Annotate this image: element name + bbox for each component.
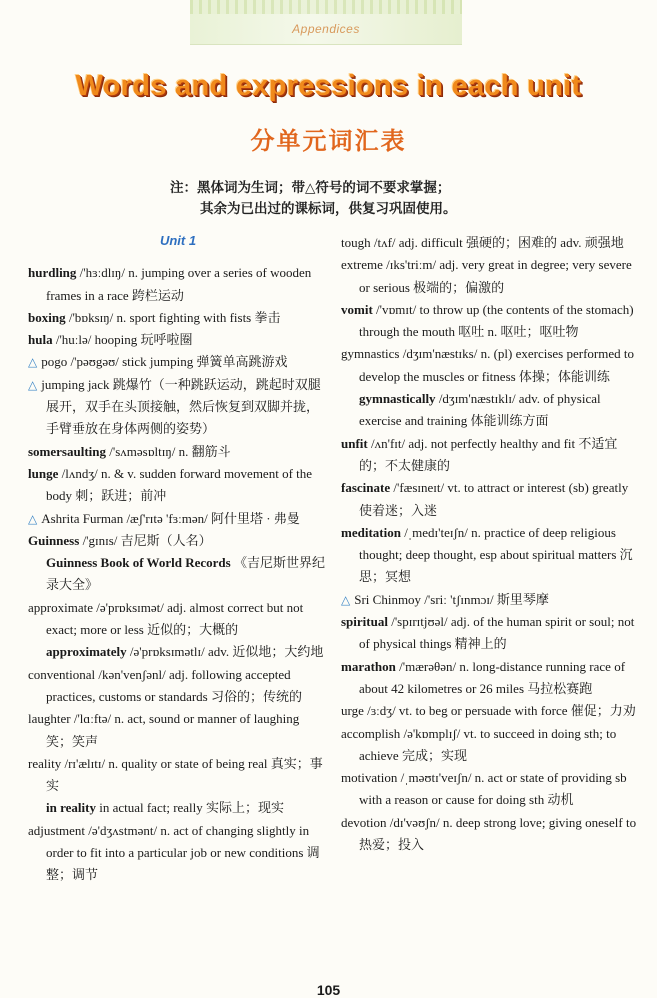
glossary-entry [28, 641, 328, 663]
definition: conventional /kən'venʃənl/ adj. following accepted practices, customs or standards 习俗的；传统的 [28, 666, 302, 704]
headword: fascinate [341, 480, 391, 496]
glossary-entry [341, 343, 641, 388]
triangle-icon: △ [28, 377, 38, 392]
definition: extreme /ɪks'triːm/ adj. very great in degree; very severe or serious 极端的；偏激的 [341, 257, 632, 295]
definition: /ˌmedɪ'teɪʃn/ n. practice of deep religious thought; deep thought, esp about spiritual matters 沉思；冥想 [359, 524, 633, 585]
headword: unfit [341, 435, 368, 451]
definition: Ashrita Furman /æʃ'rɪtə 'fɜːmən/ 阿什里塔 · 弗曼 [41, 510, 300, 526]
definition: /lʌndʒ/ n. & v. sudden forward movement of the body 刺；跃进；前冲 [46, 465, 313, 504]
definition: /'fæsɪneɪt/ vt. to attract or interest (sb) greatly 使着迷；入迷 [359, 480, 629, 518]
triangle-icon: △ [28, 355, 38, 370]
definition: /'gɪnɪs/ 吉尼斯（人名） [79, 532, 212, 548]
definition: /'huːlə/ hooping 玩呼啦圈 [52, 332, 193, 348]
headword: meditation [341, 524, 401, 540]
glossary-entry [341, 299, 641, 344]
glossary-entry [28, 262, 328, 307]
headword: hurdling [28, 265, 77, 281]
glossary-entry [28, 708, 328, 753]
glossary-entry [341, 522, 641, 589]
definition: adjustment /ə'dʒʌstmənt/ n. act of changing slightly in order to fit into a particular job or new conditions 调整；调节 [28, 822, 320, 883]
banner-decoration [190, 0, 462, 14]
glossary-entry [28, 797, 328, 819]
glossary-entry [341, 254, 641, 299]
glossary-entry [341, 433, 641, 478]
definition: /'sʌməsɒltɪŋ/ n. 翻筋斗 [106, 443, 231, 459]
glossary-entry [341, 700, 641, 722]
headword: gymnastically [359, 391, 436, 407]
headword: marathon [341, 658, 396, 674]
definition: in actual fact; really 实际上；现实 [95, 800, 285, 816]
glossary-entry [341, 232, 641, 254]
definition: /dʒɪm'næstɪklɪ/ adv. of physical exercise and training 体能训练方面 [359, 391, 601, 429]
glossary-entry [341, 611, 641, 656]
left-entry-list [28, 262, 328, 886]
definition: accomplish /ə'kɒmplɪʃ/ vt. to succeed in doing sth; to achieve 完成；实现 [341, 725, 617, 763]
glossary-entry [28, 351, 328, 373]
page-title: Words and expressions in each unit [75, 70, 582, 102]
headword: lunge [28, 465, 59, 481]
page-number: 105 [316, 982, 341, 998]
definition: reality /rɪ'ælɪtɪ/ n. quality or state of being real 真实；事实 [28, 755, 323, 794]
headword: Guinness Book of World Records [46, 555, 231, 571]
appendices-banner [190, 0, 462, 45]
definition: /ə'prɒksɪmətlɪ/ adv. 近似地；大约地 [126, 644, 324, 660]
headword: boxing [28, 309, 66, 325]
definition: devotion /dɪ'vəʊʃn/ n. deep strong love; giving oneself to 热爱；投入 [341, 814, 637, 853]
left-column [28, 228, 328, 887]
definition: /'vɒmɪt/ to throw up (the contents of the stomach) through the mouth 呕吐 n. 呕吐；呕吐物 [359, 301, 634, 340]
definition: /'bɒksɪŋ/ n. sport fighting with fists 拳击 [65, 309, 281, 325]
glossary-entry [28, 820, 328, 887]
definition: jumping jack 跳爆竹（一种跳跃运动，跳起时双腿展开，双手在头顶接触，然后恢复到双脚并拢，手臂垂放在身体两侧的姿势） [41, 376, 321, 437]
headword: approximately [46, 644, 127, 660]
definition: 《吉尼斯世界纪录大全》 [46, 555, 325, 593]
glossary-entry [28, 441, 328, 463]
glossary-entry [341, 589, 641, 611]
triangle-icon: △ [341, 592, 351, 607]
headword: Guinness [28, 532, 80, 548]
definition: pogo /'pəʊgəʊ/ stick jumping 弹簧单高跳游戏 [41, 354, 288, 370]
headword: spiritual [341, 614, 388, 630]
unit-heading: Unit 1 [159, 233, 197, 248]
glossary-entry [28, 664, 328, 709]
glossary-entry [28, 597, 328, 642]
glossary-entry [28, 463, 328, 508]
banner-label: Appendices [292, 22, 360, 36]
triangle-icon: △ [28, 511, 38, 526]
definition: Sri Chinmoy /'sriː 'tʃɪnmɔɪ/ 斯里琴摩 [354, 591, 549, 607]
definition: urge /ɜːdʒ/ vt. to beg or persuade with force 催促；力劝 [341, 703, 636, 719]
headword: somersaulting [28, 443, 106, 459]
right-column [341, 232, 641, 856]
glossary-entry [28, 374, 328, 441]
note-line-2: 其余为已出过的课标词，供复习巩固使用。 [200, 201, 457, 217]
headword: hula [28, 332, 53, 348]
glossary-entry [341, 812, 641, 857]
glossary-entry [341, 767, 641, 812]
right-entry-list [341, 232, 641, 856]
page-subtitle: 分单元词汇表 [250, 127, 407, 155]
glossary-entry [28, 753, 328, 798]
usage-note [170, 178, 457, 220]
glossary-entry [341, 388, 641, 433]
definition: motivation /ˌməʊtɪ'veɪʃn/ n. act or state of providing sb with a reason or cause for doing sth 动机 [341, 770, 627, 808]
glossary-entry [28, 307, 328, 329]
headword: vomit [341, 301, 373, 317]
glossary-entry [341, 477, 641, 522]
definition: /'spɪrɪtjʊəl/ adj. of the human spirit or soul; not of physical things 精神上的 [359, 614, 635, 652]
glossary-entry [28, 552, 328, 597]
headword: in reality [46, 800, 96, 816]
definition: /'mærəθən/ n. long-distance running race of about 42 kilometres or 26 miles 马拉松赛跑 [359, 658, 626, 696]
glossary-entry [341, 656, 641, 701]
note-line-1: 注：黑体词为生词；带△符号的词不要求掌握； [170, 180, 451, 196]
glossary-entry [28, 530, 328, 552]
definition: tough /tʌf/ adj. difficult 强硬的；困难的 adv. 顽强地 [341, 235, 624, 250]
definition: approximate /ə'prɒksɪmət/ adj. almost correct but not exact; more or less 近似的；大概的 [28, 599, 304, 638]
glossary-entry [28, 329, 328, 351]
definition: /'hɜːdlɪŋ/ n. jumping over a series of wooden frames in a race 跨栏运动 [46, 265, 312, 303]
definition: /ʌn'fɪt/ adj. not perfectly healthy and fit 不适宜的；不太健康的 [359, 435, 618, 473]
glossary-entry [28, 508, 328, 530]
definition: laughter /'lɑːftə/ n. act, sound or manner of laughing 笑；笑声 [28, 711, 300, 749]
glossary-entry [341, 723, 641, 768]
definition: gymnastics /dʒɪm'næstɪks/ n. (pl) exercises performed to develop the muscles or fitness 体操；体能训练 [341, 346, 634, 384]
